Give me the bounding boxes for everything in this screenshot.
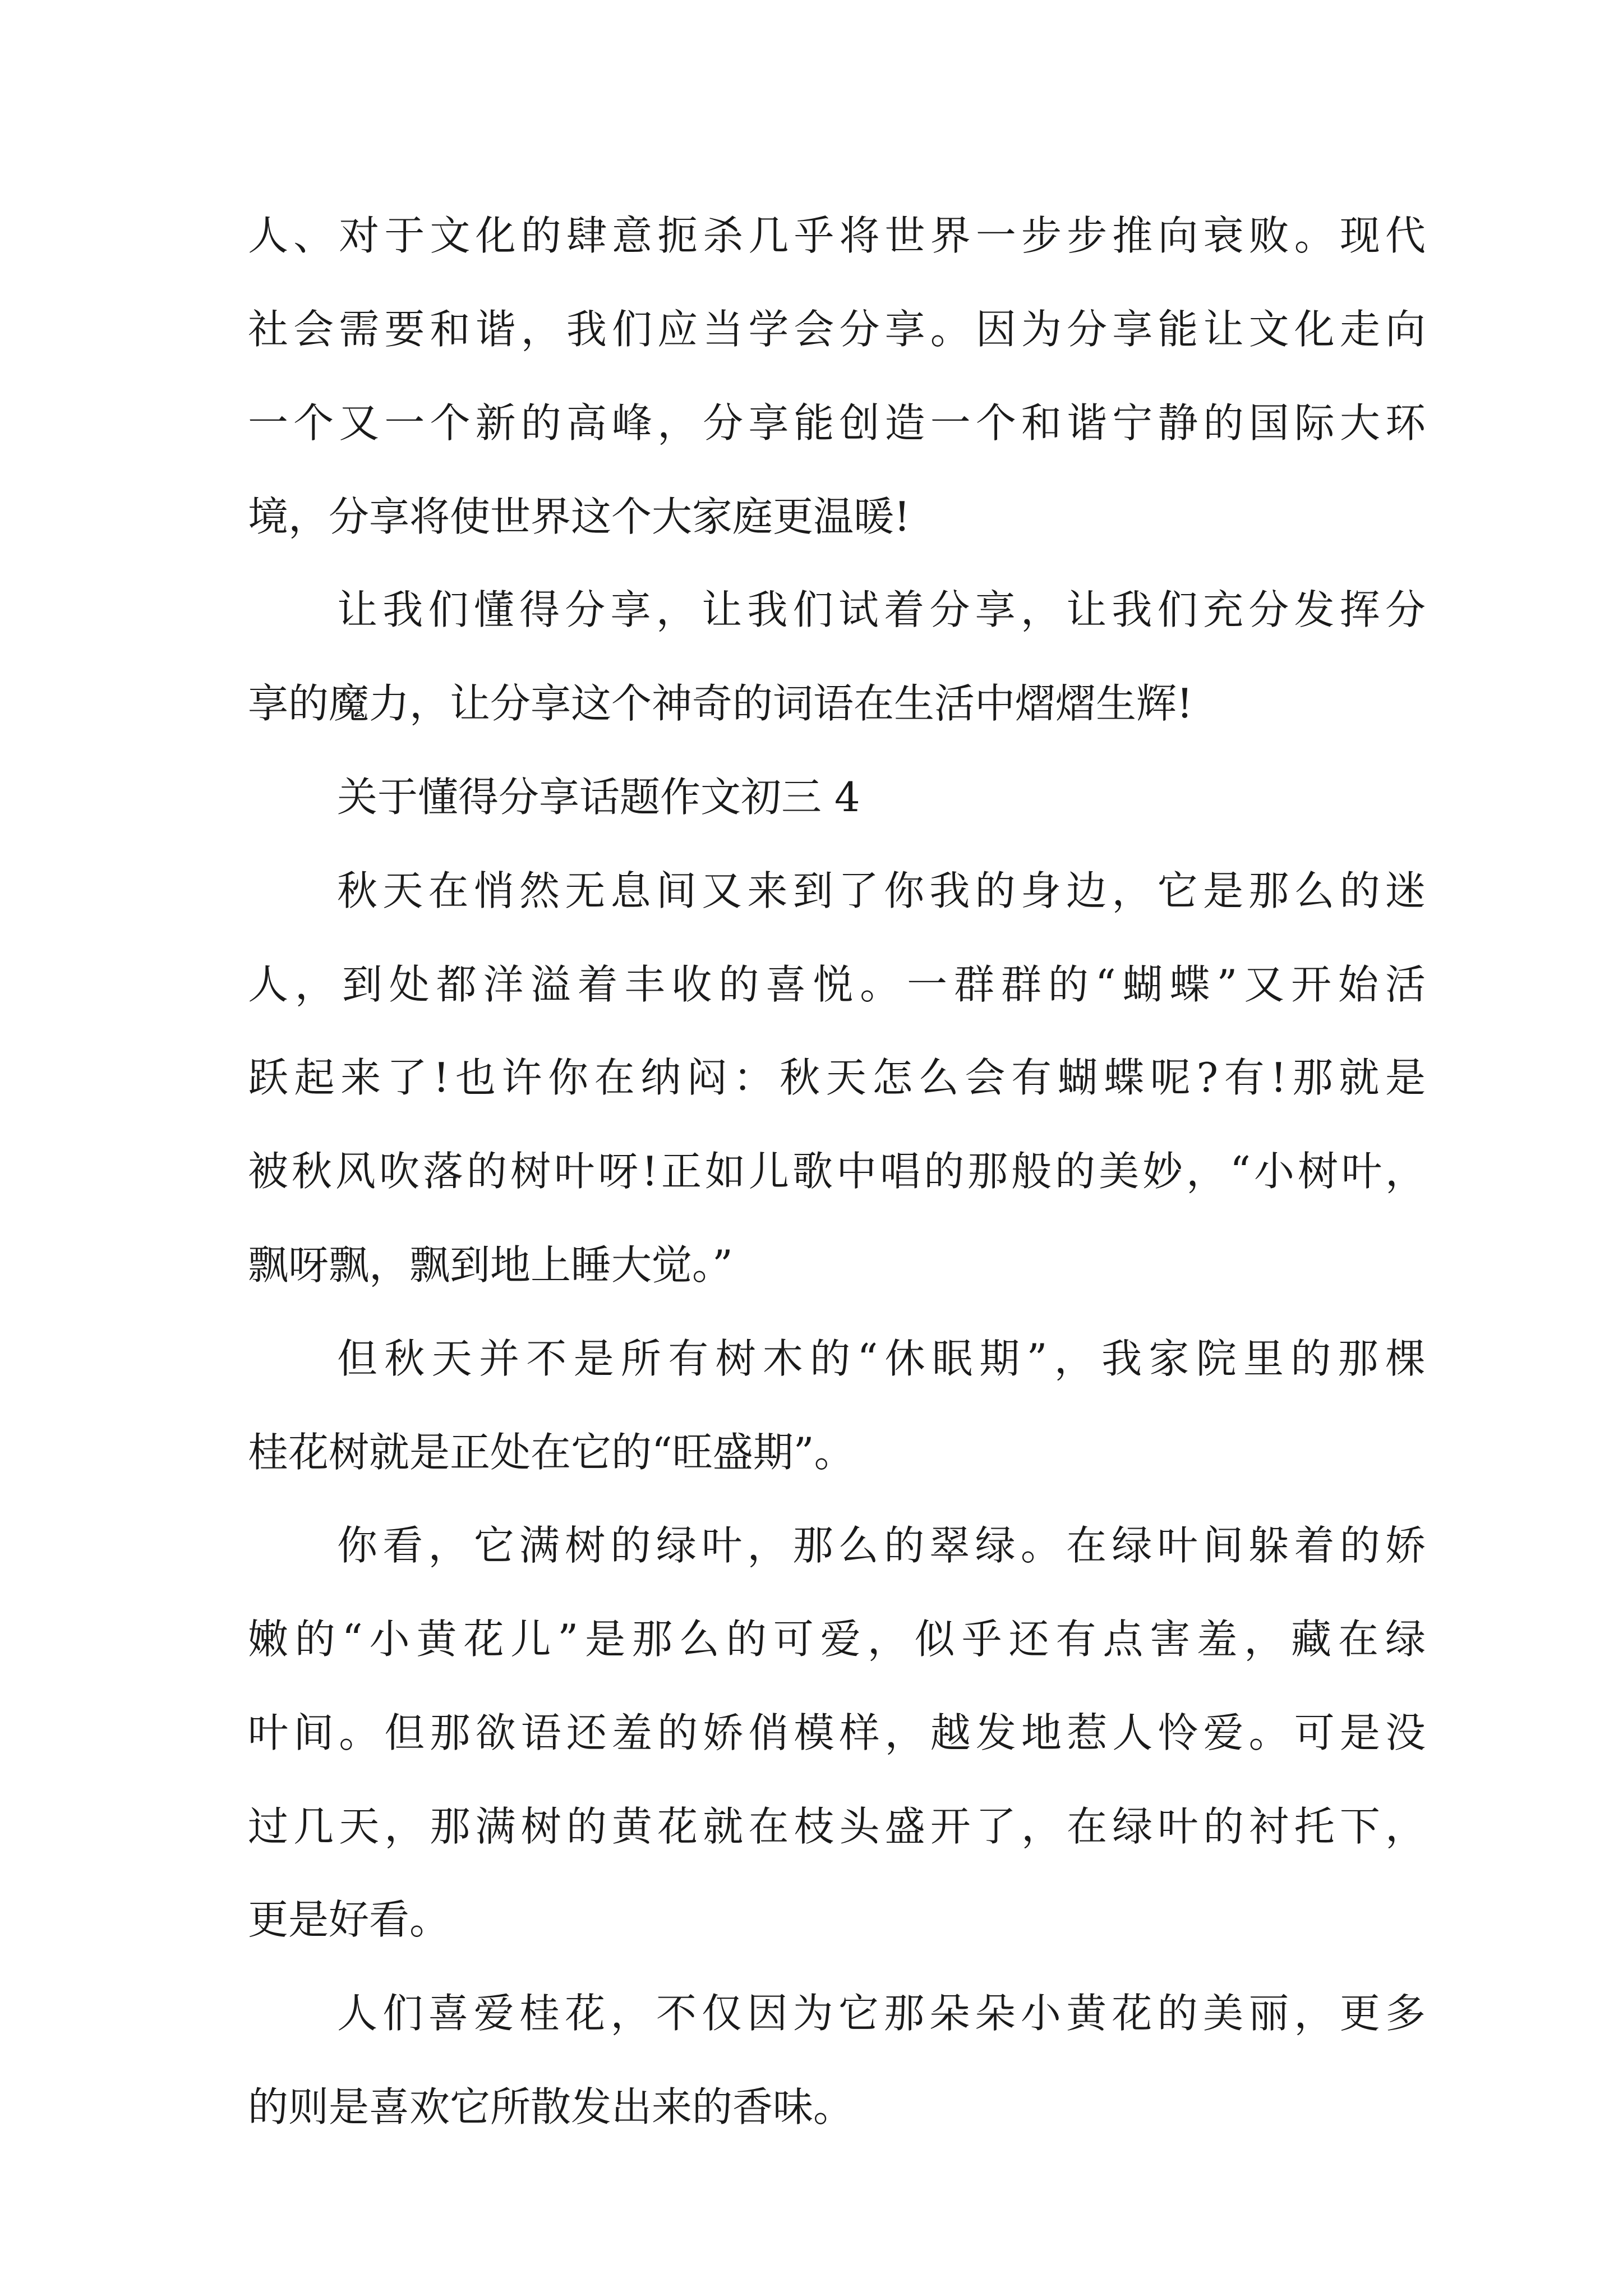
text-line: 但秋天并不是所有树木的“休眠期”，我家院里的那棵 (337, 1335, 1426, 1382)
text-line: 人们喜爱桂花，不仅因为它那朵朵小黄花的美丽，更多 (337, 1990, 1426, 2037)
text-line: 叶间。但那欲语还羞的娇俏模样，越发地惹人怜爱。可是没 (248, 1709, 1426, 1756)
text-line: 一个又一个新的高峰，分享能创造一个和谐宁静的国际大环 (248, 399, 1426, 447)
text-line: 人，到处都洋溢着丰收的喜悦。一群群的“蝴蝶”又开始活 (248, 961, 1426, 1008)
text-line: 让我们懂得分享，让我们试着分享，让我们充分发挥分 (337, 586, 1426, 633)
text-line: 的则是喜欢它所散发出来的香味。 (248, 2083, 854, 2131)
text-line: 你看，它满树的绿叶，那么的翠绿。在绿叶间躲着的娇 (337, 1522, 1426, 1569)
text-line: 跃起来了!也许你在纳闷：秋天怎么会有蝴蝶呢?有!那就是 (248, 1054, 1426, 1101)
text-line: 享的魔力，让分享这个神奇的词语在生活中熠熠生辉! (248, 680, 1193, 727)
text-line: 人、对于文化的肆意扼杀几乎将世界一步步推向衰败。现代 (248, 212, 1426, 259)
text-line: 秋天在悄然无息间又来到了你我的身边，它是那么的迷 (337, 867, 1426, 914)
section-heading: 关于懂得分享话题作文初三 4 (337, 774, 860, 821)
text-line: 嫩的“小黄花儿”是那么的可爱，似乎还有点害羞，藏在绿 (248, 1616, 1426, 1663)
text-line: 境，分享将使世界这个大家庭更温暖! (248, 493, 910, 540)
text-line: 过几天，那满树的黄花就在枝头盛开了，在绿叶的衬托下， (248, 1803, 1426, 1850)
text-line: 飘呀飘，飘到地上睡大觉。” (248, 1241, 733, 1289)
text-line: 桂花树就是正处在它的“旺盛期”。 (248, 1429, 855, 1476)
text-line: 社会需要和谐，我们应当学会分享。因为分享能让文化走向 (248, 306, 1426, 353)
text-line: 被秋风吹落的树叶呀!正如儿歌中唱的那般的美妙，“小树叶， (248, 1148, 1426, 1195)
text-line: 更是好看。 (248, 1896, 450, 1943)
